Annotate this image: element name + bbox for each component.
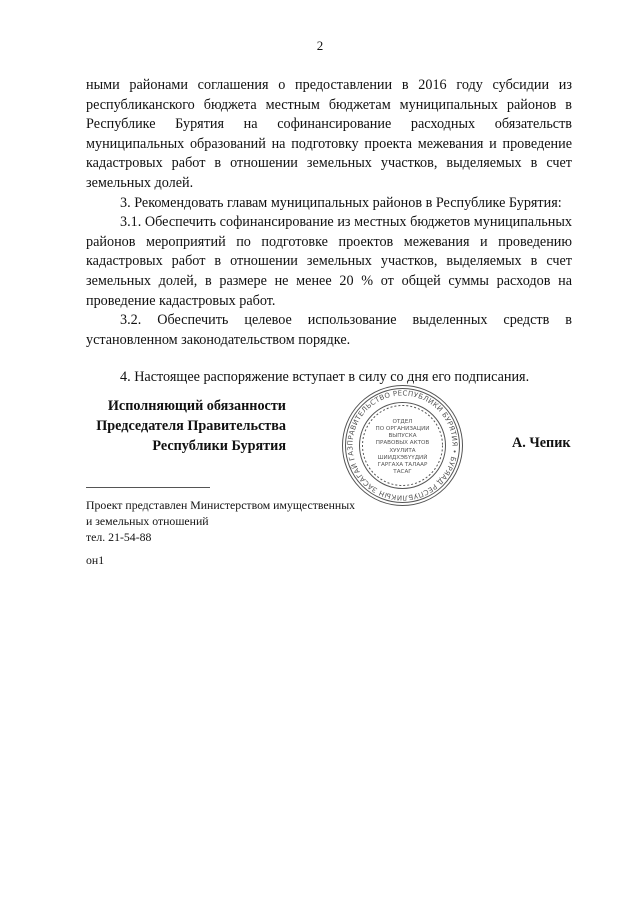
seal-graphic: [340, 383, 465, 508]
paragraph-continuation: ными районами соглашения о предоставлении в 2016 году субсидии из республиканского бюджета местным бюджетам муниципальных районов в Республике Бурятия на софинансирование расходных обязательств муниципальных образований на подготовку проекта межевания и проведение кадастровых работ в отношении земельных участков, выделяемых в счет земельных долей.: [86, 77, 572, 191]
paragraph-item-3: 3. Рекомендовать главам муниципальных районов в Республике Бурятия:: [120, 194, 562, 211]
project-note: [86, 497, 355, 545]
page-number: 2: [316, 38, 324, 53]
official-seal-stamp: [340, 383, 465, 508]
seal-line-6: ШИИДХЭБҮҮДИЙ: [377, 455, 428, 461]
footer-divider: [86, 487, 210, 488]
document-body: [86, 76, 572, 388]
seal-line-3: ВЫПУСКА: [388, 433, 417, 439]
seal-outer-text: ПРАВИТЕЛЬСТВО РЕСПУБЛИКИ БУРЯТИЯ • БУРЯАД РЕСПУБЛИКЫН ЗАСАГАЙ ГАЗ: [346, 389, 459, 502]
project-note-line-1: Проект представлен Министерством имущественных: [86, 498, 356, 512]
document-code: он1: [86, 553, 105, 567]
signatory-name: А. Чепик: [512, 435, 571, 451]
project-note-line-2: и земельных отношений: [86, 514, 209, 528]
seal-line-2: ПО ОРГАНИЗАЦИИ: [375, 426, 430, 432]
paragraph-item-3-1: 3.1. Обеспечить софинансирование из местных бюджетов муниципальных районов мероприятий по подготовке проектов межевания и проведению кадастровых работ в отношении земельных участков, выделяемых в счет земельных долей, в размере не менее 20 % от общей суммы расходов на проведение кадастровых работ.: [86, 214, 572, 309]
signatory-title-line-1: Исполняющий обязанности: [107, 398, 286, 414]
signatory-title-line-3: Республики Бурятия: [152, 437, 286, 454]
project-note-phone: тел. 21-54-88: [86, 530, 152, 544]
signatory-title-line-2: Председателя Правительства: [96, 417, 286, 434]
seal-line-7: ГАРГАХА ТАЛААР: [377, 462, 428, 468]
seal-line-8: ТАСАГ: [393, 469, 412, 475]
seal-line-1: ОТДЕЛ: [392, 419, 413, 425]
paragraph-item-3-2: 3.2. Обеспечить целевое использование выделенных средств в установленном законодательством порядке.: [86, 312, 572, 348]
seal-line-4: ПРАВОВЫХ АКТОВ: [375, 440, 430, 446]
seal-line-5: ХУУЛИТА: [389, 448, 416, 454]
signatory-title: [86, 397, 286, 456]
paragraph-item-4: 4. Настоящее распоряжение вступает в силу со дня его подписания.: [120, 369, 530, 386]
